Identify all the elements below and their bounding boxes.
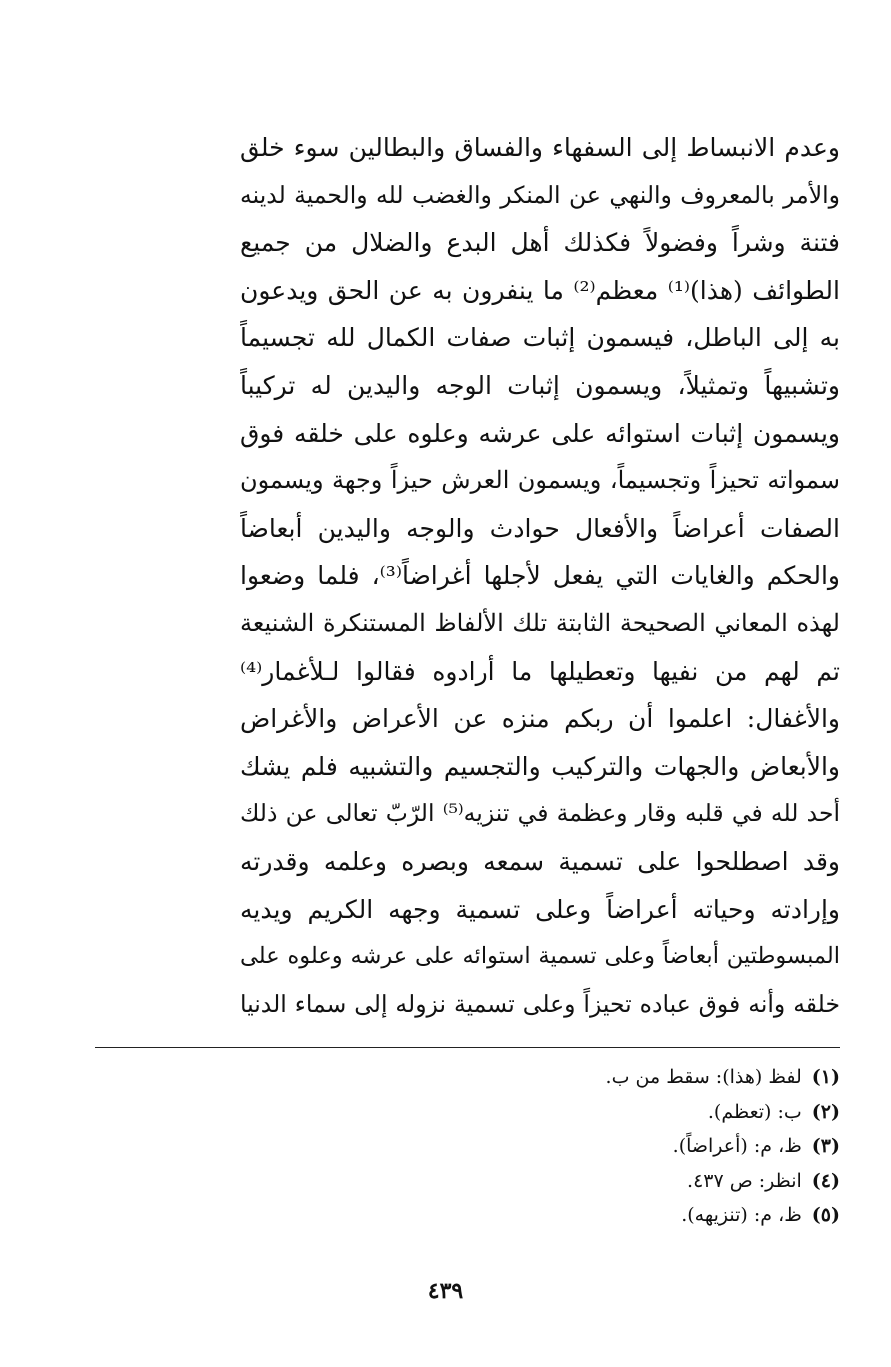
- footnote-number: (٥): [811, 1204, 840, 1226]
- main-text-block: [240, 124, 840, 1028]
- text-line: وإرادته وحياته أعراضاً وعلى تسمية وجهه الكريم ويديه: [240, 894, 840, 924]
- footnote-number: (٣): [811, 1135, 840, 1157]
- footnote: [240, 1060, 840, 1095]
- footnote-number: (١): [811, 1066, 840, 1088]
- footnote-text: لفظ (هذا): سقط من ب.: [605, 1066, 802, 1088]
- footnote: [240, 1198, 840, 1233]
- footnote: [240, 1164, 840, 1199]
- text-line: والأغفال: اعلموا أن ربكم منزه عن الأعراض والأغراض: [240, 704, 840, 734]
- text-line: الطوائف (هذا)⁽¹⁾ معظم⁽²⁾ ما ينفرون به عن الحق ويدعون: [240, 275, 840, 305]
- text-line: تم لهم من نفيها وتعطيلها ما أرادوه فقالوا لـلأغمار⁽⁴⁾: [240, 656, 840, 686]
- text-line: والأمر بالمعروف والنهي عن المنكر والغضب لله والحمية لدينه: [240, 180, 840, 209]
- page-number: ٤٣٩: [427, 1278, 464, 1304]
- text-line: وقد اصطلحوا على تسمية سمعه وبصره وعلمه وقدرته: [240, 846, 840, 876]
- footnote-text: ظ، م: (أعراضاً).: [672, 1135, 802, 1157]
- footnote-number: (٤): [811, 1169, 840, 1192]
- text-line: خلقه وأنه فوق عباده تحيزاً وعلى تسمية نزوله إلى سماء الدنيا: [240, 989, 840, 1018]
- footnote-divider: [95, 1047, 840, 1048]
- footnote: [240, 1129, 840, 1164]
- footnote-text: ب: (تعظم).: [707, 1100, 802, 1123]
- footnote-text: انظر: ص ٤٣٧.: [687, 1169, 802, 1192]
- footnote: [240, 1095, 840, 1130]
- footnote-number: (٢): [811, 1100, 840, 1123]
- text-line: سمواته تحيزاً وتجسيماً، ويسمون العرش حيزاً وجهة ويسمون: [240, 466, 840, 495]
- text-line: وتشبيهاً وتمثيلاً، ويسمون إثبات الوجه واليدين له تركيباً: [240, 370, 840, 400]
- text-line: به إلى الباطل، فيسمون إثبات صفات الكمال لله تجسيماً: [240, 323, 840, 353]
- text-line: والحكم والغايات التي يفعل لأجلها أغراضاً⁽³⁾، فلما وضعوا: [240, 561, 840, 591]
- text-line: فتنة وشراً وفضولاً فكذلك أهل البدع والضلال من جميع: [240, 228, 840, 258]
- footnote-text: ظ، م: (تنزيهه).: [681, 1204, 802, 1226]
- footnotes-block: [240, 1060, 840, 1233]
- text-line: والأبعاض والجهات والتركيب والتجسيم والتشبيه فلم يشك: [240, 751, 840, 781]
- text-line: لهذه المعاني الصحيحة الثابتة تلك الألفاظ المستنكرة الشنيعة: [240, 608, 840, 637]
- text-line: ويسمون إثبات استوائه على عرشه وعلوه على خلقه فوق: [240, 418, 840, 448]
- text-line: المبسوطتين أبعاضاً وعلى تسمية استوائه على عرشه وعلوه على: [240, 943, 840, 970]
- text-line: الصفات أعراضاً والأفعال حوادث والوجه واليدين أبعاضاً: [240, 513, 840, 543]
- text-line: أحد لله في قلبه وقار وعظمة في تنزيه⁽⁵⁾ الرّبّ تعالى عن ذلك: [240, 799, 840, 828]
- text-line: وعدم الانبساط إلى السفهاء والفساق والبطالين سوء خلق: [240, 133, 840, 162]
